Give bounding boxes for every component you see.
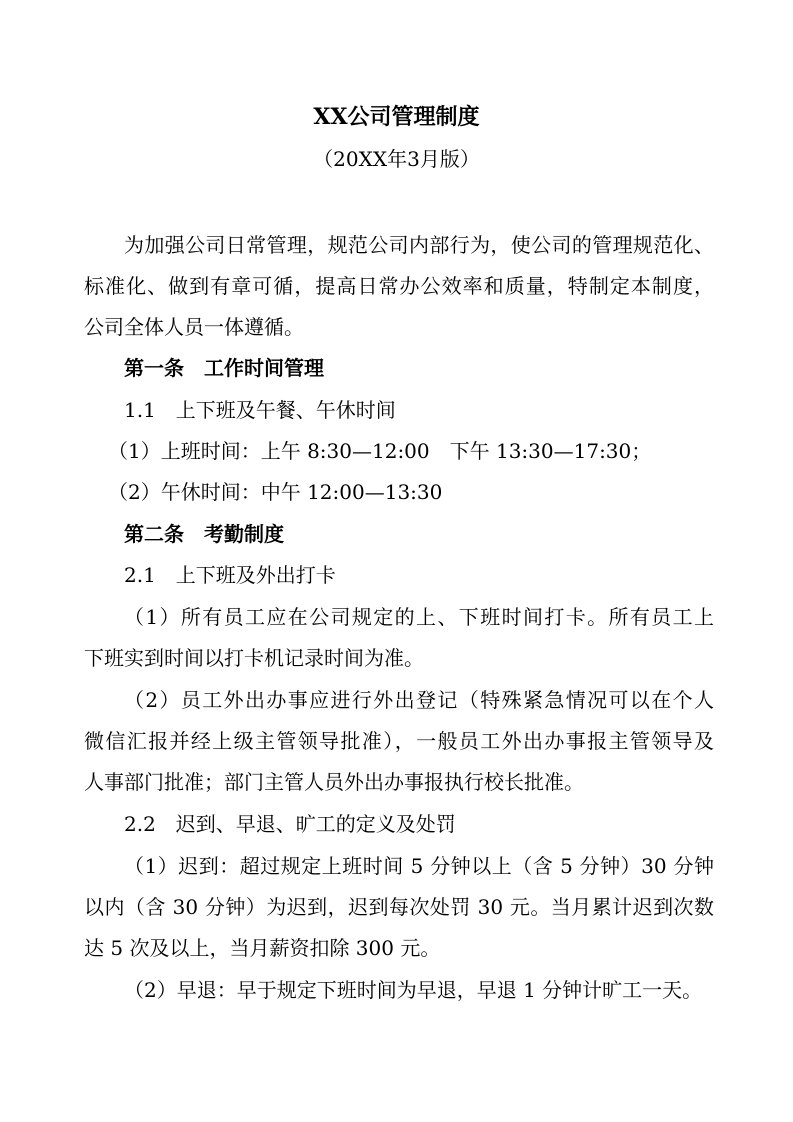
article1-item2: （2）午休时间：中午 12:00—13:30 [108,480,443,504]
article1-heading: 第一条 工作时间管理 [124,356,324,380]
article2-section1: 2.1 上下班及外出打卡 [124,563,336,587]
article2-s1-item1-line2: 下班实到时间以打卡机记录时间为准。 [84,646,424,670]
article1-section1: 1.1 上下班及午餐、午休时间 [124,398,396,422]
article2-s1-item2-line2: 微信汇报并经上级主管领导批准），一般员工外出办事报主管领导及 [84,729,714,753]
document-subtitle: （20XX年3月版） [313,147,480,171]
article2-s1-item1-line1: （1）所有员工应在公司规定的上、下班时间打卡。所有员工上 [124,605,714,629]
article2-section2: 2.2 迟到、早退、旷工的定义及处罚 [124,812,456,836]
article2-s2-item2: （2）早退：早于规定下班时间为早退，早退 1 分钟计旷工一天。 [124,978,703,1002]
article2-s2-item1-line1: （1）迟到：超过规定上班时间 5 分钟以上（含 5 分钟）30 分钟 [124,854,714,878]
article2-s1-item2-line1: （2）员工外出办事应进行外出登记（特殊紧急情况可以在个人 [124,688,714,712]
intro-line-3: 公司全体人员一体遵循。 [84,315,304,339]
article2-heading: 第二条 考勤制度 [124,522,284,546]
article2-s2-item1-line2: 以内（含 30 分钟）为迟到，迟到每次处罚 30 元。当月累计迟到次数 [84,895,714,919]
article2-s2-item1-line3: 达 5 次及以上，当月薪资扣除 300 元。 [84,936,441,960]
document-title: XX公司管理制度 [313,104,480,130]
article2-s1-item2-line3: 人事部门批准；部门主管人员外出办事报执行校长批准。 [84,770,584,794]
article1-item1: （1）上班时间：上午 8:30—12:00 下午 13:30—17:30； [108,439,652,463]
intro-line-1: 为加强公司日常管理，规范公司内部行为，使公司的管理规范化、 [124,233,714,257]
intro-line-2: 标准化、做到有章可循，提高日常办公效率和质量，特制定本制度， [84,274,714,298]
